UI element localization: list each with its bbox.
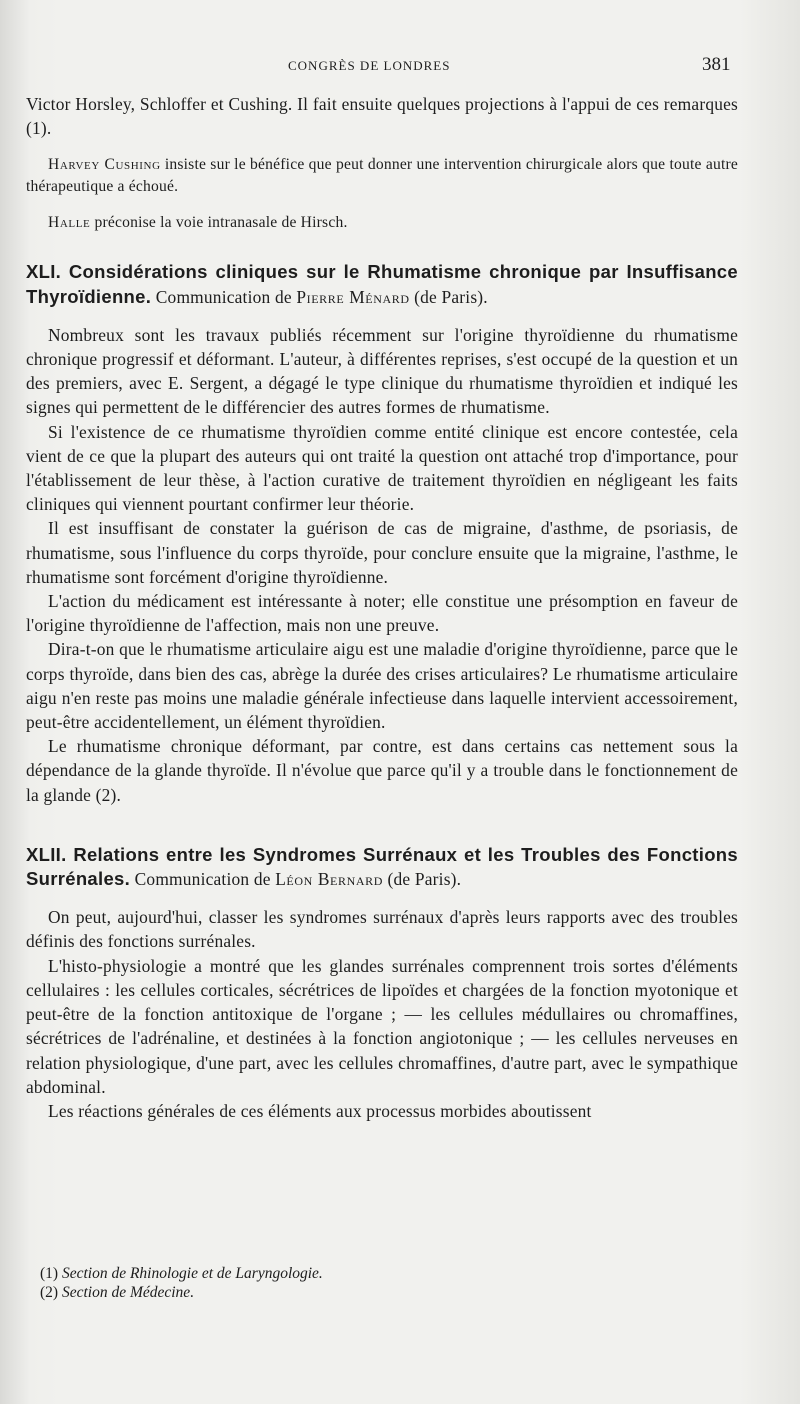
- footnote-mark: (2): [40, 1284, 59, 1301]
- paragraph: Les réactions générales de ces éléments aux processus morbides aboutissent: [48, 1100, 592, 1121]
- speaker-name: Halle: [48, 214, 91, 232]
- communication-prefix: Communication de: [130, 869, 276, 890]
- paragraph-halle: [26, 212, 738, 234]
- paragraph: Il est insuffisant de constater la guérison de cas de migraine, d'asthme, de psoriasis, de rhumatisme, sous l'influence du corps thyroïde, pour conclure ensuite que la migraine, l'asthme, le rhumatisme sont forcément d'origine thyroïdienne.: [26, 518, 738, 587]
- footnote-mark: (1): [40, 1265, 59, 1282]
- author-name: Léon Bernard: [275, 869, 383, 890]
- speaker-name: Harvey Cushing: [48, 156, 161, 174]
- paragraph-text: préconise la voie intranasale de Hirsch.: [90, 214, 348, 232]
- section-number: XLI.: [26, 261, 69, 283]
- paragraph: L'action du médicament est intéressante à noter; elle constitue une présomption en faveur de l'origine thyroïdienne de l'affection, mais non une preuve.: [26, 591, 738, 636]
- footnotes: [40, 1264, 640, 1302]
- section-title: Relations entre les Syndromes Surrénaux et les Troubles des Fonctions Surrénales.: [26, 843, 738, 890]
- section-title: Considérations cliniques sur le Rhumatisme chronique par Insuffisance Thyroïdienne.: [26, 261, 738, 307]
- communication-suffix: (de Paris).: [409, 286, 488, 307]
- paragraph-text: insiste sur le bénéfice que peut donner une intervention chirurgicale alors que toute autre thérapeutique a échoué.: [26, 156, 738, 196]
- footnote: [40, 1283, 640, 1302]
- paragraph: Dira-t-on que le rhumatisme articulaire aigu est une maladie d'origine thyroïdienne, parce que le corps thyroïde, dans bien des cas, abrège la durée des crises articulaires? Le rhumatisme articulaire aigu n'en reste pas moins une maladie générale infectieuse dans laquelle intervient accessoirement, peut-être accidentellement, un élément thyroïdien.: [26, 639, 738, 733]
- section-number: XLII.: [26, 843, 74, 865]
- section-heading-xli: [26, 260, 738, 308]
- paragraph-continuation: Victor Horsley, Schloffer et Cushing. Il fait ensuite quelques projections à l'appui de ces remarques (1).: [26, 94, 738, 139]
- footnote-text: Section de Médecine.: [58, 1284, 195, 1301]
- footnote-text: Section de Rhinologie et de Laryngologie.: [58, 1265, 323, 1282]
- paragraph: Si l'existence de ce rhumatisme thyroïdien comme entité clinique est encore contestée, cela vient de ce que la plupart des auteurs qui ont traité la question ont attaché trop d'importance, pour l'établissement de leur thèse, à l'action curative de traitement thyroïdien en négligeant les faits cliniques qui viennent pourtant confirmer leur théorie.: [26, 421, 738, 515]
- paragraph: L'histo-physiologie a montré que les glandes surrénales comprennent trois sortes d'éléments cellulaires : les cellules corticales, sécrétrices de lipoïdes et chargées de la fonction myotonique et peut-être de la fonction antitoxique de l'organe ; — les cellules médullaires ou chromaffines, sécrétrices de l'adrénaline, et destinées à la fonction angiotonique ; — les cellules nerveuses en relation physiologique, d'une part, avec les cellules chromaffines, d'autre part, avec le sympathique abdominal.: [26, 955, 738, 1097]
- paragraph-cushing: [26, 154, 738, 198]
- communication-suffix: (de Paris).: [382, 869, 462, 890]
- communication-prefix: Communication de: [151, 286, 297, 307]
- paragraph: On peut, aujourd'hui, classer les syndromes surrénaux d'après leurs rapports avec des troubles définis des fonctions surrénales.: [26, 907, 738, 952]
- page-number: 381: [702, 54, 731, 75]
- page-header: [0, 56, 800, 78]
- paragraph: Le rhumatisme chronique déformant, par contre, est dans certains cas nettement sous la dépendance de la glande thyroïde. Il n'évolue que parce qu'il y a trouble dans le fonctionnement de la glande (2).: [26, 736, 738, 805]
- footnote: [40, 1264, 640, 1283]
- section-heading-xlii: [26, 843, 738, 891]
- author-name: Pierre Ménard: [296, 286, 410, 307]
- paragraph: Nombreux sont les travaux publiés récemment sur l'origine thyroïdienne du rhumatisme chronique progressif et déformant. L'auteur, à différentes reprises, s'est occupé de la question et un des premiers, avec E. Sergent, a dégagé le type clinique du rhumatisme thyroïdien et indiqué les signes qui permettent de le différencier des autres formes de rhumatisme.: [26, 324, 738, 418]
- running-head: CONGRÈS DE LONDRES: [288, 58, 451, 73]
- body-text: [26, 92, 738, 1123]
